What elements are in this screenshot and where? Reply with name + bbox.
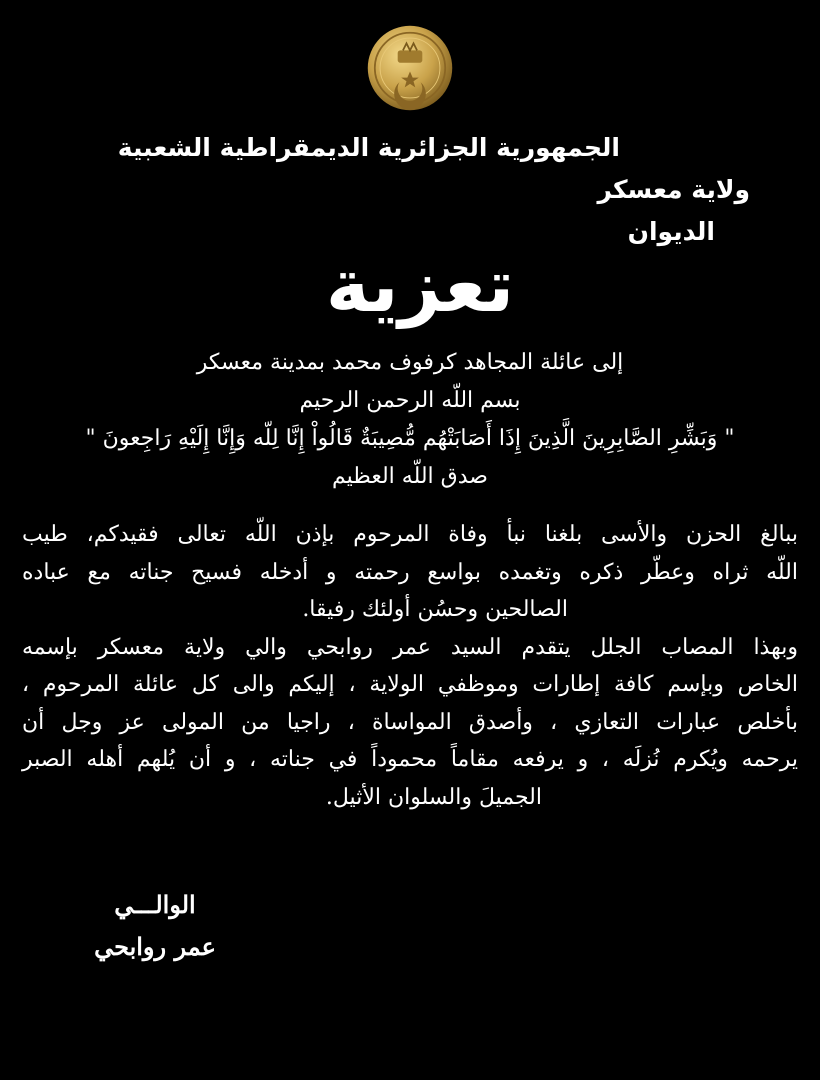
republic-name: الجمهورية الجزائرية الديمقراطية الشعبية (117, 133, 620, 162)
body-line: وبهذا المصاب الجلل يتقدم السيد عمر روابحي والي ولاية معسكر بإسمه (22, 634, 798, 660)
body-line: يرحمه ويُكرم نُزلَه ، و يرفعه مقاماً محموداً في جناته ، و أن يُلهم أهله الصبر (22, 747, 798, 772)
body-line: اللّه ثراه وعطّر ذكره وتغمده بواسع رحمته و أدخله فسيح جناته مع عباده (22, 559, 798, 585)
office-name: الديوان (627, 217, 715, 246)
signature-block (80, 884, 230, 968)
recipient-line: إلى عائلة المجاهد كرفوف محمد بمدينة معسكر (196, 350, 624, 375)
wilaya-name: ولاية معسكر (597, 175, 750, 204)
document-title: تعزية (325, 243, 515, 329)
intro-block (30, 344, 790, 496)
body-line: الصالحين وحسُن أولئك رفيقا. (302, 597, 568, 622)
algerian-seal-emblem (366, 24, 454, 112)
verse-closing-line: صدق اللّه العظيم (332, 464, 488, 489)
body-line: ببالغ الحزن والأسى بلغنا نبأ وفاة المرحوم بإذن اللّه تعالى فقيدكم، طيب (22, 522, 798, 547)
quran-verse-line: " وَبَشِّرِ الصَّابِرِينَ الَّذِينَ إِذَا أَصَابَتْهُم مُّصِيبَةٌ قَالُواْ إِنَّا لِلّه وَإِنَّا إِلَيْهِ رَاجِعونَ " (85, 426, 735, 451)
signature-name: عمر روابحي (94, 932, 216, 961)
body-line: الجميلَ والسلوان الأثيل. (325, 784, 542, 810)
signature-role: الوالـــي (114, 890, 196, 919)
condolence-body (22, 516, 798, 816)
body-line: بأخلص عبارات التعازي ، وأصدق المواساة ، راجيا من المولى عز وجل أن (22, 709, 798, 735)
basmala-line: بسم اللّه الرحمن الرحيم (299, 388, 521, 413)
body-line: الخاص وبإسم كافة إطارات وموظفي الولاية ، إليكم والى كل عائلة المرحوم ، (22, 672, 798, 697)
